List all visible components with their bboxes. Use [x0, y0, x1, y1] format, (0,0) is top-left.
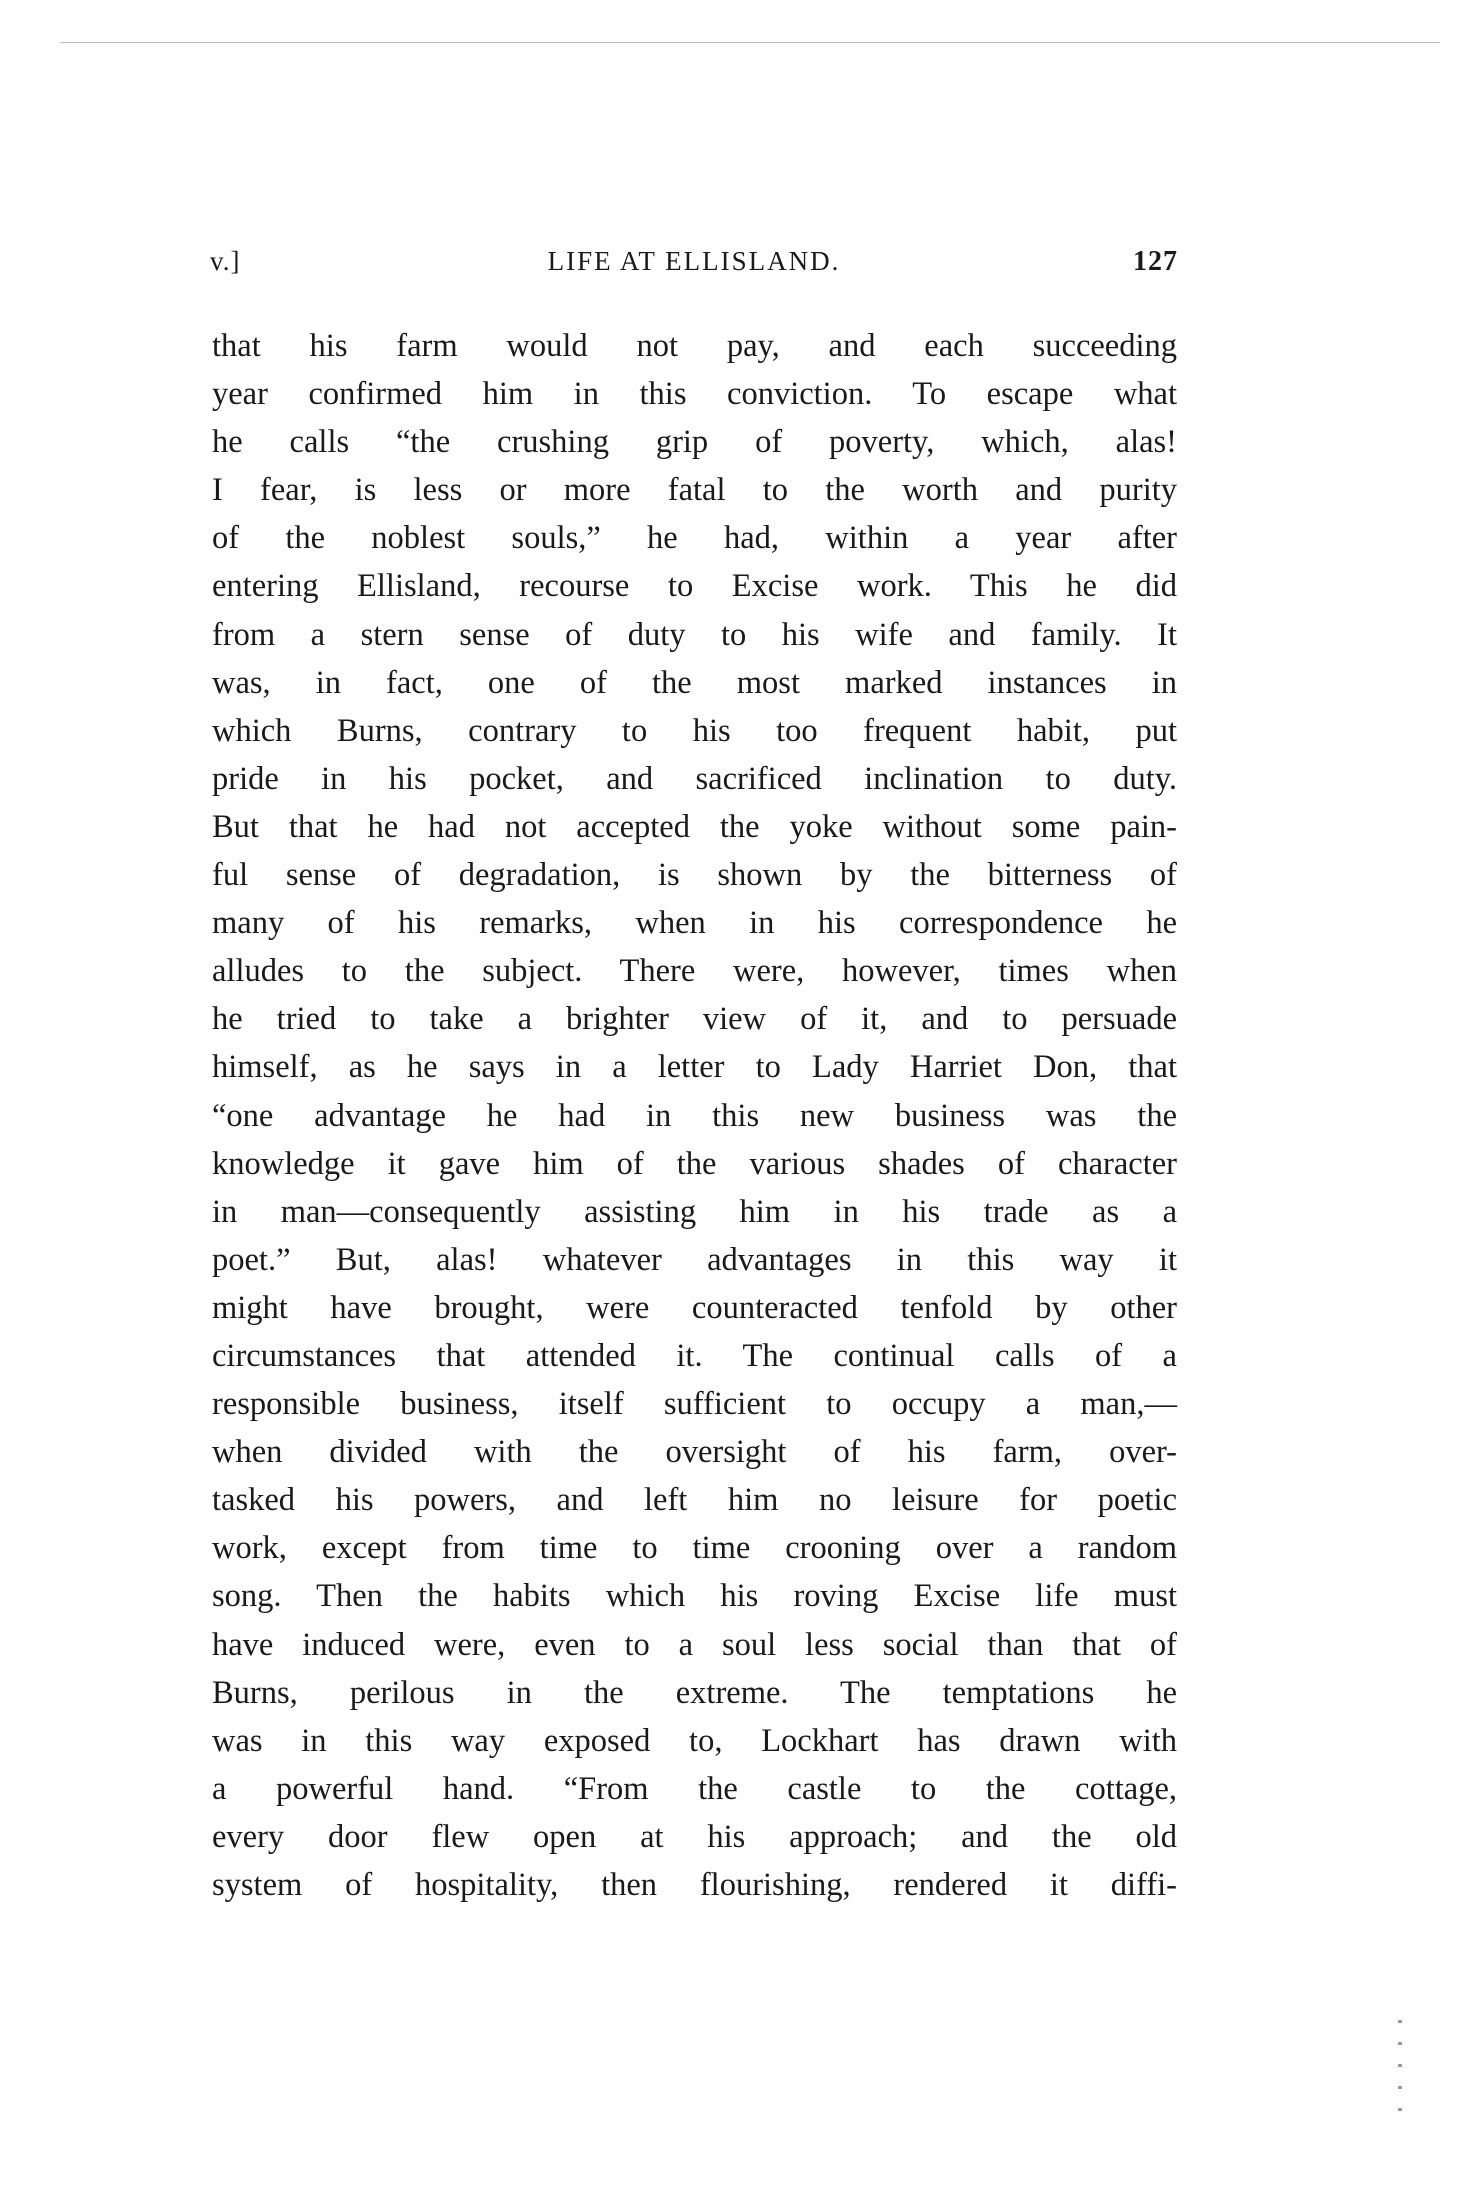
text-line: from a stern sense of duty to his wife and family. It: [212, 616, 1177, 653]
text-line: pride in his pocket, and sacrificed inclination to duty.: [212, 760, 1177, 797]
text-line: But that he had not accepted the yoke without some pain-: [212, 808, 1177, 845]
text-line: “one advantage he had in this new business was the: [212, 1097, 1177, 1134]
text-line: he calls “the crushing grip of poverty, which, alas!: [212, 424, 1177, 461]
text-line: responsible business, itself sufficient to occupy a man,—: [212, 1386, 1177, 1423]
running-title: LIFE AT ELLISLAND.: [547, 246, 841, 276]
text-line: when divided with the oversight of his farm, over-: [212, 1434, 1177, 1471]
text-line: poet.” But, alas! whatever advantages in this way it: [212, 1241, 1177, 1278]
text-line: Burns, perilous in the extreme. The temptations he: [212, 1674, 1177, 1711]
text-line: tasked his powers, and left him no leisure for poetic: [212, 1482, 1177, 1519]
text-line: in man—consequently assisting him in his trade as a: [212, 1193, 1177, 1230]
text-line: song. Then the habits which his roving Excise life must: [212, 1578, 1177, 1615]
text-line: he tried to take a brighter view of it, and to persuade: [212, 1001, 1177, 1038]
text-line: that his farm would not pay, and each succeeding: [212, 328, 1177, 364]
text-line: knowledge it gave him of the various shades of character: [212, 1145, 1177, 1182]
margin-specks: [1398, 2020, 1402, 2130]
text-line: ful sense of degradation, is shown by the bitterness of: [212, 857, 1177, 894]
text-line: system of hospitality, then flourishing, rendered it diffi-: [212, 1867, 1177, 1903]
text-line: which Burns, contrary to his too frequent habit, put: [212, 712, 1177, 749]
text-line: work, except from time to time crooning over a random: [212, 1530, 1177, 1567]
page-number: 127: [1133, 246, 1178, 277]
text-line: have induced were, even to a soul less social than that of: [212, 1626, 1177, 1663]
text-line: was in this way exposed to, Lockhart has drawn with: [212, 1722, 1177, 1759]
page-edge-rule: [60, 42, 1440, 43]
text-line: a powerful hand. “From the castle to the cottage,: [212, 1770, 1177, 1807]
running-head: [210, 246, 1178, 286]
text-line: entering Ellisland, recourse to Excise work. This he did: [212, 568, 1177, 605]
text-line: might have brought, were counteracted tenfold by other: [212, 1289, 1177, 1326]
text-line: alludes to the subject. There were, however, times when: [212, 953, 1177, 990]
chapter-number: v.]: [210, 246, 241, 276]
text-line: I fear, is less or more fatal to the worth and purity: [212, 472, 1177, 509]
text-line: was, in fact, one of the most marked instances in: [212, 664, 1177, 701]
text-line: circumstances that attended it. The continual calls of a: [212, 1337, 1177, 1374]
text-line: every door flew open at his approach; and the old: [212, 1818, 1177, 1855]
text-line: year confirmed him in this conviction. To escape what: [212, 376, 1177, 413]
text-line: many of his remarks, when in his correspondence he: [212, 905, 1177, 942]
body-paragraph: [212, 322, 1177, 1909]
text-line: of the noblest souls,” he had, within a year after: [212, 520, 1177, 557]
text-line: himself, as he says in a letter to Lady Harriet Don, that: [212, 1049, 1177, 1086]
